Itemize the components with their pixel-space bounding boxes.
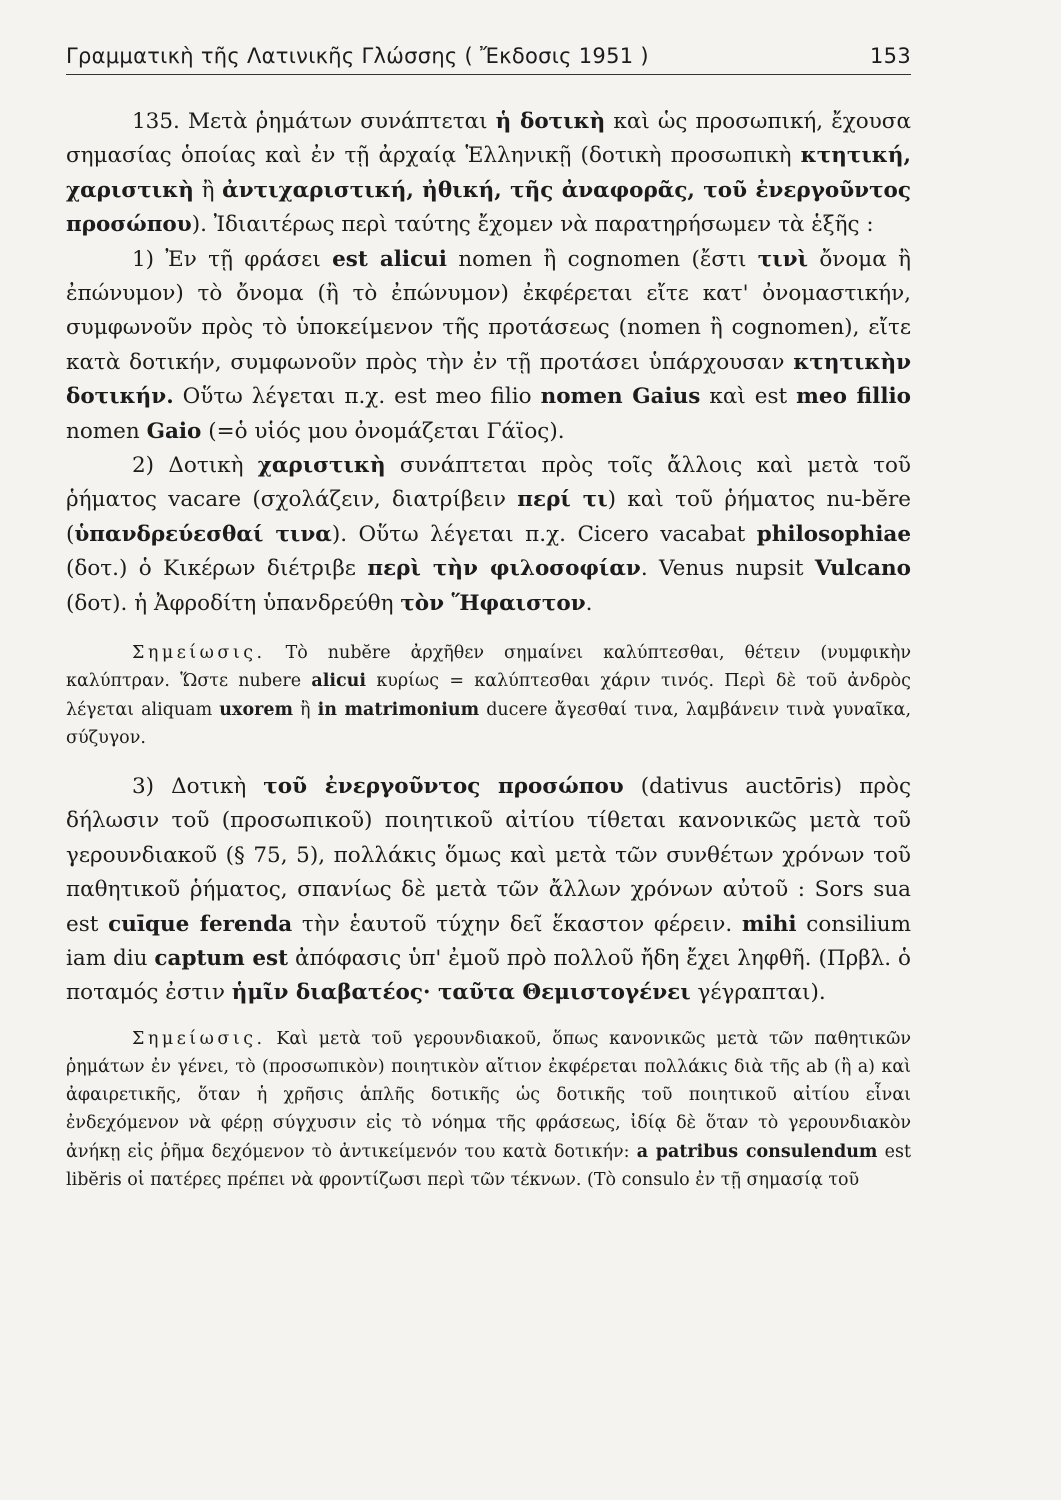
text-run: . <box>585 590 593 616</box>
text-run: ἀπόφασις ὑπ' ἐμοῦ πρὸ πολλοῦ ἤδη ἔχει ληφθῆ. (Πρβλ. ὁ ποταμός ἐστιν <box>66 945 911 1006</box>
item-1 <box>66 243 911 449</box>
section-135 <box>66 105 911 243</box>
bold-text: captum est <box>154 945 289 971</box>
text-run: Τὸ nubĕre ἀρχῆθεν σημαίνει <box>265 643 604 664</box>
running-head <box>66 44 911 75</box>
page-number: 153 <box>870 44 911 68</box>
bold-text: ἀντιχαριστική, ἠθική, τῆς ἀναφορᾶς, τοῦ ἐνεργοῦντος προσώπου <box>66 177 911 238</box>
text-run: καλύπτεσθαι, θέτειν <box>603 643 801 664</box>
text-run: Οὕτω λέγεται π.χ. est meo filio <box>173 384 541 410</box>
text-run: καὶ ὡς προσωπική, ἔχουσα σημασίας ὁποίας καὶ ἐν τῇ ἀρχαίᾳ Ἑλληνικῇ (δοτικὴ προσωπικὴ <box>66 109 911 169</box>
bold-text: περὶ τὴν φιλοσοφίαν <box>367 556 641 582</box>
bold-text: meo fillio <box>796 384 912 410</box>
text-run: (=ὁ υἱός μου ὀνομάζεται Γάϊος). <box>201 418 565 444</box>
bold-text: uxorem <box>219 699 293 720</box>
bold-text: philosophiae <box>756 521 911 547</box>
bold-text: nomen Gaius <box>540 384 701 410</box>
item-3 <box>66 770 911 1011</box>
book-title: Γραμματικὴ τῆς Λατινικῆς Γλώσσης ( Ἔκδοσις 1951 ) <box>66 44 649 68</box>
bold-text: χαριστικὴ <box>257 453 386 479</box>
bold-text: Vulcano <box>814 556 912 582</box>
text-run: . Venus nupsit <box>640 556 815 582</box>
text-run: ). Ἰδιαιτέρως περὶ ταύτης ἔχομεν νὰ παρατηρήσωμεν τὰ ἑξῆς : <box>191 212 874 238</box>
text-run: ) καὶ τοῦ ῥήματος nu-bĕre ( <box>66 487 912 547</box>
bold-text: τοῦ ἐνεργοῦντος προσώπου <box>263 773 624 799</box>
text-run: ὄνομα ἢ ἐπώνυμον) τὸ ὄνομα (ἢ τὸ ἐπώνυμον) ἐκφέρεται εἴτε κατ' ὀνομαστικήν, συμφωνοῦν πρὸς τὸ ὑποκείμενον τῆς προτάσεως (nomen ἢ cognomen), εἴτε κατὰ δοτικήν, συμφωνοῦν πρὸς τὴν ἐν τῇ προτάσει ὑπάρχουσαν <box>66 246 912 375</box>
bold-text: ὑπανδρεύεσθαί τινα <box>74 521 332 547</box>
bold-text: mihi <box>741 911 797 937</box>
text-run: consilium iam diu <box>66 911 912 971</box>
note-1 <box>66 639 911 752</box>
bold-text: ἡμῖν διαβατέος· ταῦτα Θεμιστογένει <box>231 980 691 1006</box>
text-run: Καὶ μετὰ τοῦ γερουνδιακοῦ, ὅπως κανονικῶς μετὰ τῶν παθητικῶν ῥημάτων ἐν γένει, τὸ (προσωπικὸν) ποιητικὸν αἴτιον ἐκφέρεται πολλάκις διὰ τῆς ab (ἢ a) καὶ ἀφαιρετικῆς, ὅταν ἡ χρῆσις ἁπλῆς δοτικῆς ὡς δοτικῆς τοῦ ποιητικοῦ αἰτίου εἶναι ἐνδεχόμενον νὰ φέρῃ σύγχυσιν εἰς τὸ νόημα τῆς φράσεως, ἰδίᾳ δὲ ὅταν τὸ γερουνδιακὸν ἀνήκῃ εἰς ῥῆμα δεχόμενον τὸ ἀντικείμενόν του κατὰ δοτικήν: <box>66 1028 911 1162</box>
text-run: τὴν ἑαυτοῦ τύχην δεῖ ἕκαστον φέρειν. <box>292 911 742 937</box>
text-run: 2) Δοτικὴ <box>132 453 258 479</box>
text-run: ). Οὕτω λέγεται π.χ. Cicero vacabat <box>331 521 757 547</box>
text-run: συνάπτεται πρὸς τοῖς ἄλλοις καὶ μετὰ τοῦ ῥήματος vacare (σχολάζειν, διατρίβειν <box>66 453 911 513</box>
bold-text: τὸν Ἥφαιστον <box>400 590 586 616</box>
text-run: 1) Ἐν τῇ φράσει <box>132 246 333 272</box>
text-run: (νυμφικὴν καλύπτραν. Ὥστε nubere <box>66 643 911 692</box>
bold-text: alicui <box>311 671 367 692</box>
text-run: nomen ἢ cognomen (ἔστι <box>446 246 758 272</box>
note-2 <box>66 1025 911 1194</box>
text-run: est libĕris οἱ πατέρες πρέπει νὰ φροντίζωσι περὶ τῶν τέκνων. (Τὸ consulo ἐν τῇ σημασίᾳ τοῦ <box>66 1141 911 1190</box>
text-run: nomen <box>66 418 147 444</box>
text-run: (dativus auctōris) πρὸς δήλωσιν τοῦ (προσωπικοῦ) ποιητικοῦ αἰτίου τίθεται κανονικῶς μετὰ τοῦ γερουνδιακοῦ (§ 75, 5), πολλάκις ὅμως καὶ μετὰ τῶν συνθέτων χρόνων τοῦ παθητικοῦ ῥήματος, σπανίως δὲ μετὰ τῶν ἄλλων χρόνων αὐτοῦ : Sors sua est <box>66 773 911 937</box>
bold-text: est alicui <box>332 246 447 272</box>
bold-text: περί τι <box>517 487 608 513</box>
text-run: (δοτ). ἡ Ἀφροδίτη ὑπανδρεύθη <box>66 590 401 616</box>
text-run: καὶ est <box>700 384 797 410</box>
item-2 <box>66 449 911 621</box>
bold-text: a patribus consulendum <box>636 1141 878 1162</box>
bold-text: κτητική, χαριστικὴ <box>66 143 911 203</box>
text-run: ἢ <box>292 699 318 720</box>
text-run: γέγραπται). <box>690 980 826 1006</box>
bold-text: cuīque ferenda <box>108 911 293 937</box>
bold-text: τινὶ <box>757 246 808 272</box>
note-label: Σημείωσις. <box>132 1028 266 1049</box>
bold-text: Gaio <box>146 418 202 444</box>
text-run: ducere ἄγεσθαί τινα, λαμβάνειν τινὰ γυναῖκα, σύζυγον. <box>66 699 912 748</box>
bold-text: κτητικὴν δοτικήν. <box>66 349 911 410</box>
body-text <box>66 105 911 1194</box>
text-run: κυρίως = καλύπτεσθαι χάριν τινός. Περὶ δὲ τοῦ ἀνδρὸς λέγεται aliquam <box>66 671 911 720</box>
text-run: 3) Δοτικὴ <box>132 773 264 799</box>
bold-text: ἡ δοτικὴ <box>495 109 606 134</box>
note-label: Σημείωσις. <box>132 643 266 664</box>
text-run: ἢ <box>193 177 223 203</box>
bold-text: in matrimonium <box>317 699 480 720</box>
text-run: 135. Μετὰ ῥημάτων συνάπτεται <box>132 109 496 134</box>
text-run: (δοτ.) ὁ Κικέρων διέτριβε <box>66 556 368 582</box>
